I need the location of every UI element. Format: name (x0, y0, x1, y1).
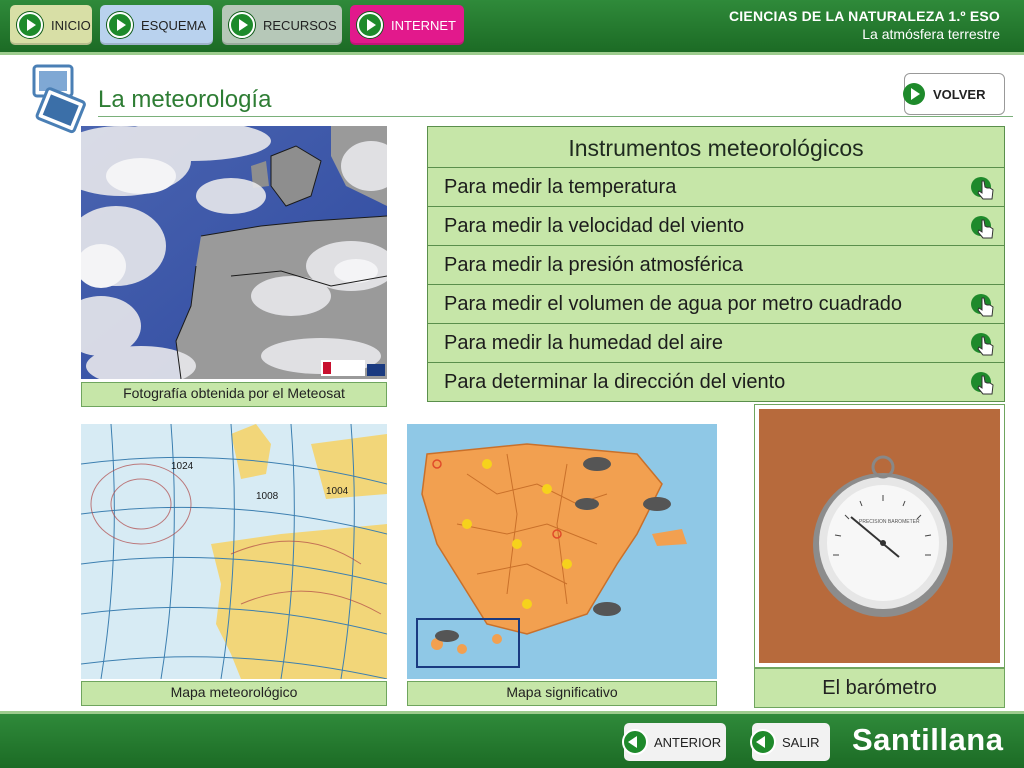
nav-inicio-button[interactable] (10, 5, 92, 45)
instrument-row-rainfall[interactable] (428, 285, 1004, 324)
back-arrow-icon (750, 729, 776, 755)
instrument-row-label: Para medir la temperatura (444, 176, 677, 198)
svg-text:PRECISION BAROMETER: PRECISION BAROMETER (859, 519, 920, 525)
meteosat-image (81, 126, 387, 379)
santillana-logo: Santillana (852, 722, 1004, 757)
screen-icon (30, 64, 86, 134)
instrument-row-label: Para medir la humedad del aire (444, 332, 724, 354)
instrument-row-pressure[interactable] (428, 246, 1004, 285)
anterior-button[interactable] (624, 723, 726, 761)
significant-map-caption: Mapa significativo (407, 681, 717, 706)
instrument-row-humidity[interactable] (428, 324, 1004, 363)
pointer-hand-icon[interactable] (970, 214, 998, 240)
significant-map-image (407, 424, 717, 679)
play-icon (229, 12, 255, 38)
pointer-hand-icon[interactable] (970, 175, 998, 201)
salir-label: SALIR (782, 734, 820, 750)
instrument-row-temperature[interactable] (428, 168, 1004, 207)
instruments-table (427, 126, 1005, 402)
svg-text:1024: 1024 (171, 461, 194, 472)
svg-text:1008: 1008 (256, 491, 279, 502)
back-arrow-icon (622, 729, 648, 755)
instrument-row-wind-speed[interactable] (428, 207, 1004, 246)
nav-esquema-label: ESQUEMA (141, 17, 207, 33)
barometer-caption: El barómetro (754, 668, 1005, 708)
instruments-title: Instrumentos meteorológicos (428, 127, 1004, 168)
nav-recursos-label: RECURSOS (263, 17, 337, 33)
barometer-image (755, 405, 1004, 667)
nav-esquema-button[interactable] (100, 5, 213, 45)
weather-map-caption: Mapa meteorológico (81, 681, 387, 706)
instrument-row-wind-direction[interactable] (428, 363, 1004, 401)
instrument-row-label: Para medir la velocidad del viento (444, 215, 745, 237)
play-icon (903, 83, 925, 105)
weather-map-image (81, 424, 387, 679)
instrument-row-label: Para medir el volumen de agua por metro cuadrado (444, 293, 903, 315)
play-icon (17, 12, 43, 38)
course-title: CIENCIAS DE LA NATURALEZA 1.º ESO (729, 8, 1000, 24)
anterior-label: ANTERIOR (654, 734, 722, 750)
page-title: La meteorología (98, 86, 272, 113)
nav-recursos-button[interactable] (222, 5, 342, 45)
course-header (729, 8, 1000, 42)
play-icon (357, 12, 383, 38)
instrument-row-label: Para medir la presión atmosférica (444, 254, 744, 276)
meteosat-caption: Fotografía obtenida por el Meteosat (81, 382, 387, 407)
top-bar-divider (0, 52, 1024, 55)
pointer-hand-icon[interactable] (970, 331, 998, 357)
play-icon (107, 12, 133, 38)
pointer-hand-icon[interactable] (970, 370, 998, 396)
svg-text:1004: 1004 (326, 486, 349, 497)
title-divider (98, 116, 1013, 117)
pointer-hand-icon[interactable] (970, 292, 998, 318)
unit-title: La atmósfera terrestre (862, 26, 1000, 42)
salir-button[interactable] (752, 723, 830, 761)
volver-button[interactable] (904, 73, 1005, 115)
barometer-frame (754, 404, 1005, 668)
nav-internet-label: INTERNET (391, 17, 456, 33)
volver-label: VOLVER (933, 86, 986, 102)
nav-internet-button[interactable] (350, 5, 464, 45)
instrument-row-label: Para determinar la dirección del viento (444, 371, 786, 393)
nav-inicio-label: INICIO (51, 17, 91, 33)
